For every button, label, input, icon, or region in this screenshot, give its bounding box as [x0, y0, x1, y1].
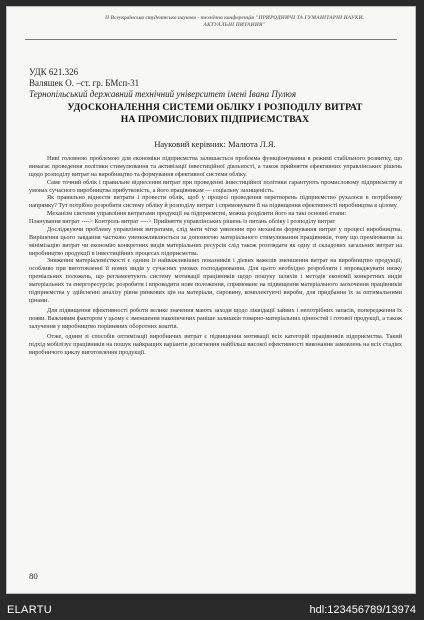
body-paragraph: Як правильно віднести витрати і провести облік, щоб у процесі проведення перетворень підприємство рухалося в потрібному напрямку? Тут потрібно розробити систему обліку й розподілу витрат і спрямовувати її на підвищення ефективності виробництва в цілому. — [29, 194, 402, 210]
paper-body — [29, 155, 402, 356]
paper-title — [29, 102, 401, 125]
body-paragraph: Для підвищення ефективності роботи велике значення мають заходи щодо ліквідації зайвих і непотрібних запасів, попередження їх появи. Важливим фактором у цьому є зменшення накопичених раніше залишків товарно-матеріальних цінностей і готової продукції, а також залучення у виробництво порівняних оборотних коштів. — [29, 307, 402, 330]
affiliation-line: Тернопільський державний технічний університет імені Івана Пулюя — [29, 89, 297, 99]
body-paragraph: Механізм системи управління витратами продукції на підприємстві, можна розділити його на такі основні етапи: — [47, 210, 347, 218]
body-paragraph: Ниві головною проблемою для економіки підприємства залишається проблема функціонування в режимі стабільного розвитку, що вимагає проведення політики стимулювання та активізації інвестиційної діяльності, а також прийняття ефективних управлінських рішень щодо розподілу витрат на виробництво та формування ефективної системи обліку. — [29, 155, 402, 178]
header-divider — [25, 39, 397, 40]
body-paragraph: Досліджуючи проблему управління витратами, слід мати чітке уявлення про механізм формування витрат у процесі виробництва. Вирішення цього завдання частково унеможливлюється за допомогою матеріального стимулювання працівників, тому що преміювання за мінімізацію витрат чи економію конкретних видів матеріальних ресурсів слід також розглядати як одну зі складових загальних витрат на виробництво продукції в інвестиційних процесах підприємства. — [29, 225, 402, 257]
author-line: Валяшек О. –ст. гр. БМсп-31 — [29, 78, 140, 88]
paper-title-line-2: НА ПРОМИСЛОВИХ ПІДПРИЄМСТВАХ — [120, 113, 310, 125]
handle-id: hdl:123456789/13974 — [309, 604, 416, 616]
conference-header — [97, 15, 372, 28]
repository-name: ELARTU — [7, 604, 52, 616]
body-paragraph: Отже, одним зі способів оптимізації виробничих витрат є підвищення мотивації всіх категорій працівників підприємства. Такий підхід мобілізує працівників на пошук найкращих варіантів досягнення найбільш високої ефективності виконання замовлень на всіх стадіях виробничого циклу виготовлення продукції. — [29, 332, 402, 356]
paper-title-line-1: УДОСКОНАЛЕННЯ СИСТЕМИ ОБЛІКУ І РОЗПОДІЛУ ВИТРАТ — [67, 102, 363, 113]
page-number: 80 — [29, 571, 38, 581]
udc-code: УДК 621.326 — [29, 67, 79, 77]
scientific-advisor: Науковий керівник: Малюта Л.Я. — [154, 139, 276, 149]
conference-header-line-2: АКТУАЛЬНІ ПИТАННЯ" — [203, 21, 266, 28]
repository-footer — [0, 598, 424, 620]
body-paragraph: Зниження матеріаломісткості є одним із найважливіших показників і дієвих важелів зменшення витрат на виробництво продукції, особливо при виготовленні її нових видів у сучасних умовах господарювання. Для цього необхідно розробляти і впроваджувати низку преміальних положень, що регламентують систему мотивації працівників щодо пошуку шляхів і методів економії конкретних видів матеріальних та енергоресурсів; розробити і впровадити нове положення, спрямоване на підвищення матеріального заохочення працівників підприємства у здійсненні аналізу рівня ринкових цін на матеріали, сировину, комплектуючі вироби, для придбання їх за оптимальними цінами. — [29, 257, 402, 304]
body-paragraph: Саме точний облік і правильне віднесення витрат при проведенні інвестиційної політики гарантують промисловому підприємству в умовах сучасного виробництва прибутковість, а його працівникам — соціальну захищеність. — [29, 178, 402, 194]
document-page — [6, 6, 416, 594]
process-chain: Планування витрат ----> Контроль витрат ----> Прийняття управлінських рішень із питань обліку і розподілу витрат — [29, 218, 336, 225]
conference-header-line-1: II Всеукраїнська студентська науково - технічна конференція "ПРИРОДНИЧІ ТА ГУМАНІТАРНІ НАУКИ. — [104, 15, 364, 21]
